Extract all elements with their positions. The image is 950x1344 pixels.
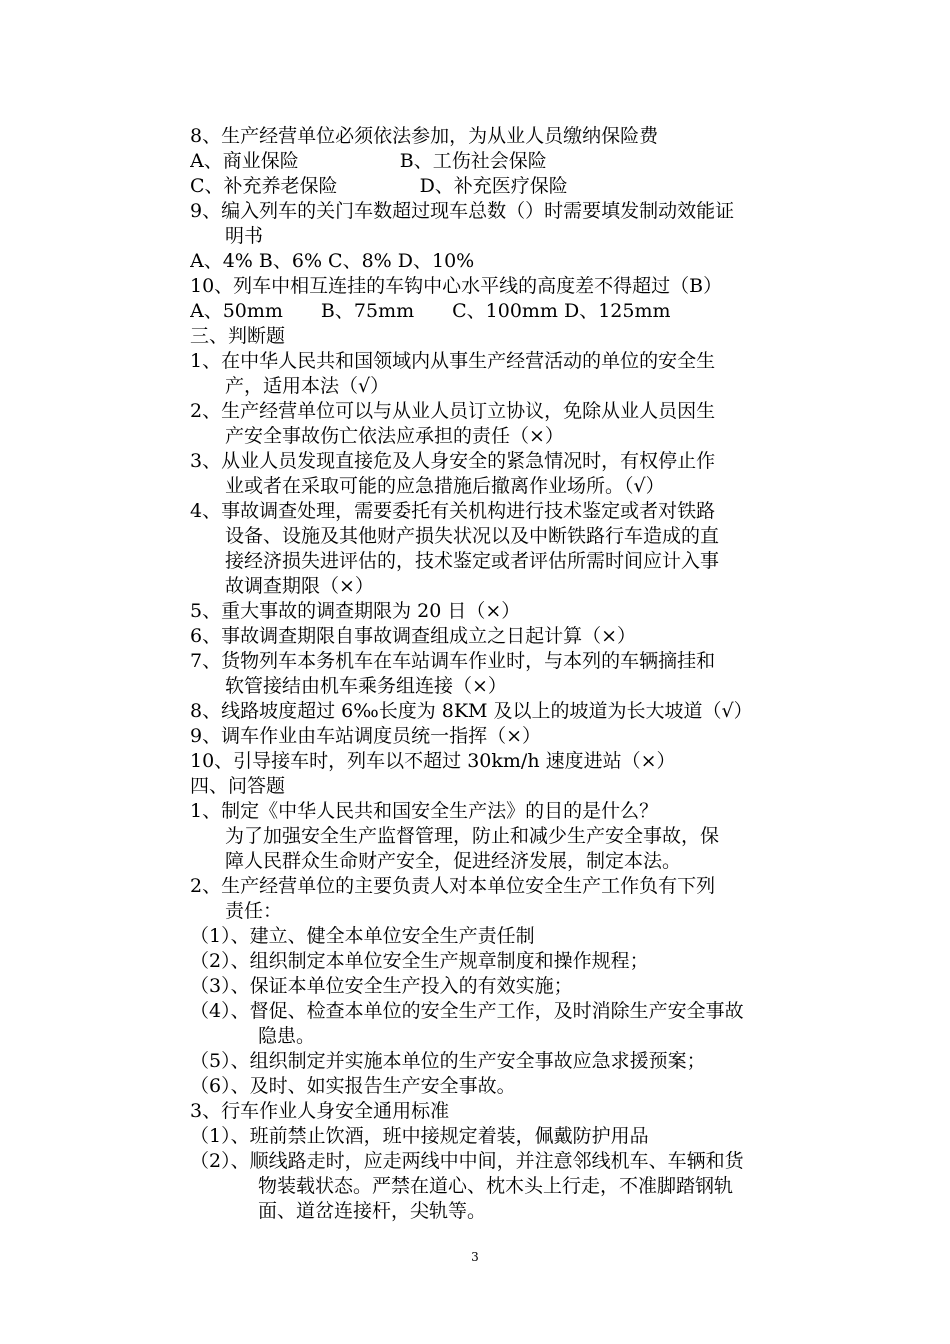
text-line: 2、生产经营单位的主要负责人对本单位安全生产工作负有下列 — [190, 875, 716, 897]
text-line: A、50mm B、75mm C、100mm D、125mm — [190, 300, 671, 322]
text-line: （1）、班前禁止饮酒，班中接规定着装，佩戴防护用品 — [190, 1125, 649, 1147]
text-line: 为了加强安全生产监督管理，防止和减少生产安全事故，保 — [225, 825, 720, 847]
text-line: 设备、设施及其他财产损失状况以及中断铁路行车造成的直 — [225, 525, 720, 547]
text-line: 责任： — [225, 900, 283, 922]
text-line: C、补充养老保险 D、补充医疗保险 — [190, 175, 568, 197]
text-line: 物装载状态。严禁在道心、枕木头上行走，不准脚踏钢轨 — [258, 1175, 734, 1197]
text-line: （2）、组织制定本单位安全生产规章制度和操作规程； — [190, 950, 649, 972]
text-line: （3）、保证本单位安全生产投入的有效实施； — [190, 975, 573, 997]
text-line: 产安全事故伤亡依法应承担的责任（×） — [225, 425, 564, 447]
text-line: 2、生产经营单位可以与从业人员订立协议，免除从业人员因生 — [190, 400, 716, 422]
page-number: 3 — [471, 1250, 479, 1264]
text-line: （4）、督促、检查本单位的安全生产工作，及时消除生产安全事故 — [190, 1000, 744, 1022]
text-line: 面、道岔连接杆，尖轨等。 — [258, 1200, 487, 1222]
text-line: 障人民群众生命财产安全，促进经济发展，制定本法。 — [225, 850, 682, 872]
text-line: 接经济损失进评估的，技术鉴定或者评估所需时间应计入事 — [225, 550, 720, 572]
text-line: A、商业保险 B、工伤社会保险 — [190, 150, 547, 172]
text-line: 7、货物列车本务机车在车站调车作业时，与本列的车辆摘挂和 — [190, 650, 716, 672]
text-line: 明书 — [225, 225, 264, 247]
text-line: 6、事故调查期限自事故调查组成立之日起计算（×） — [190, 625, 637, 647]
text-line: 软管接结由机车乘务组连接（×） — [225, 675, 507, 697]
text-line: （5）、组织制定并实施本单位的生产安全事故应急求援预案； — [190, 1050, 706, 1072]
text-line: 3、行车作业人身安全通用标准 — [190, 1100, 450, 1122]
text-line: 5、重大事故的调查期限为 20 日（×） — [190, 600, 521, 622]
text-line: 业或者在采取可能的应急措施后撤离作业场所。（√） — [225, 475, 665, 497]
text-line: 故调查期限（×） — [225, 575, 374, 597]
text-line: （2）、顺线路走时，应走两线中中间，并注意邻线机车、车辆和货 — [190, 1150, 744, 1172]
text-line: 隐患。 — [258, 1025, 316, 1047]
text-line: 4、事故调查处理，需要委托有关机构进行技术鉴定或者对铁路 — [190, 500, 716, 522]
text-line: 8、生产经营单位必须依法参加，为从业人员缴纳保险费 — [190, 125, 659, 147]
text-line: 10、引导接车时，列车以不超过 30km/h 速度进站（×） — [190, 750, 676, 772]
text-line: 1、在中华人民共和国领域内从事生产经营活动的单位的安全生 — [190, 350, 716, 372]
text-line: A、4% B、6% C、8% D、10% — [190, 250, 475, 272]
text-line: 9、调车作业由车站调度员统一指挥（×） — [190, 725, 542, 747]
text-line: 8、线路坡度超过 6‰长度为 8KM 及以上的坡道为长大坡道（√） — [190, 700, 753, 722]
text-line: 1、制定《中华人民共和国安全生产法》的目的是什么？ — [190, 800, 659, 822]
text-line: 10、列车中相互连挂的车钩中心水平线的高度差不得超过（B） — [190, 275, 723, 297]
text-line: 产，适用本法（√） — [225, 375, 390, 397]
section-heading: 三、判断题 — [190, 325, 286, 347]
text-line: （6）、及时、如实报告生产安全事故。 — [190, 1075, 516, 1097]
text-line: 3、从业人员发现直接危及人身安全的紧急情况时，有权停止作 — [190, 450, 716, 472]
text-line: （1）、建立、健全本单位安全生产责任制 — [190, 925, 535, 947]
section-heading: 四、问答题 — [190, 775, 286, 797]
text-line: 9、编入列车的关门车数超过现车总数（）时需要填发制动效能证 — [190, 200, 735, 222]
